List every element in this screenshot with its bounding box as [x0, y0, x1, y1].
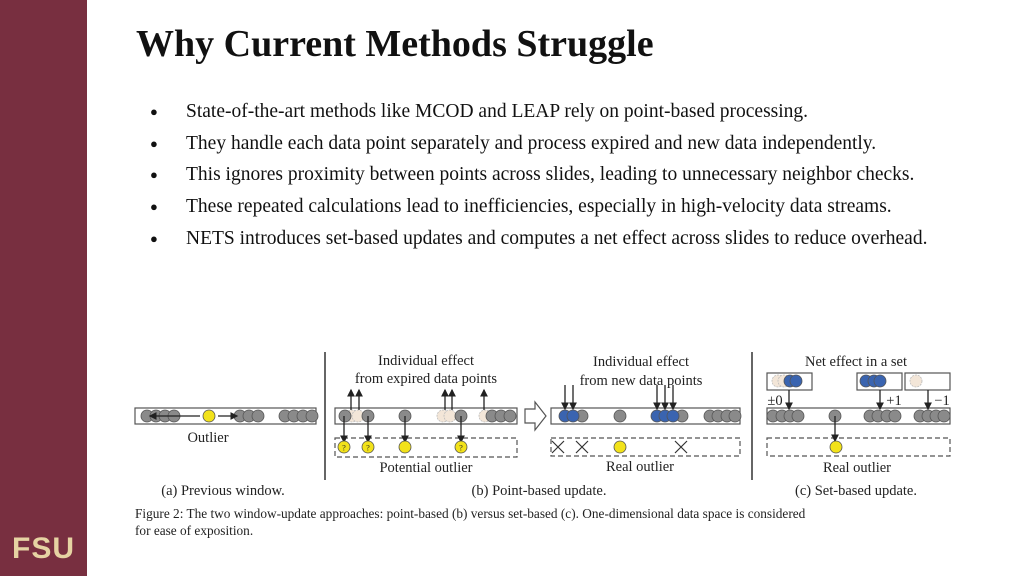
- question-mark: ?: [366, 443, 370, 453]
- point-gray: [614, 410, 626, 422]
- caption-c: (c) Set-based update.: [795, 483, 917, 499]
- b-header-2: from expired data points: [354, 371, 498, 387]
- d-header: Net effect in a set: [805, 354, 907, 370]
- bullet-item: ● This ignores proximity between points across slides, leading to unnecessary neighbor checks.: [150, 159, 1020, 191]
- point-gray: [938, 410, 950, 422]
- removed-x-icon: [675, 441, 687, 453]
- real-outlier-label-set: Real outlier: [822, 460, 892, 476]
- point-blue: [874, 375, 886, 387]
- point-faded: [910, 375, 922, 387]
- net-minus-label: −1: [934, 393, 950, 409]
- point-blue: [567, 410, 579, 422]
- candidate-box: [551, 438, 740, 456]
- fsu-logo: FSU: [12, 532, 75, 565]
- c-header-1: Individual effect: [593, 354, 689, 370]
- bullet-item: ● State-of-the-art methods like MCOD and LEAP rely on point-based processing.: [150, 96, 1020, 128]
- point-gray: [889, 410, 901, 422]
- point-blue: [790, 375, 802, 387]
- figure-caption-line-2: for ease of exposition.: [135, 523, 254, 538]
- caption-a: (a) Previous window.: [161, 483, 285, 499]
- transition-arrow-icon: [525, 402, 546, 430]
- point-gray: [252, 410, 264, 422]
- bullet-item: ● NETS introduces set-based updates and computes a net effect across slides to reduce overhead.: [150, 223, 1020, 255]
- outlier-label: Outlier: [187, 430, 229, 446]
- candidate-box: [767, 438, 950, 456]
- removed-x-icon: [576, 441, 588, 453]
- real-outlier-point: [830, 441, 842, 453]
- point-blue: [667, 410, 679, 422]
- bullet-item: ● They handle each data point separately and process expired and new data independently.: [150, 128, 1020, 160]
- removed-x-icon: [552, 441, 564, 453]
- question-mark: ?: [342, 443, 346, 453]
- point-gray: [504, 410, 516, 422]
- real-outlier-label: Real outlier: [605, 459, 675, 475]
- potential-outlier-point: [399, 441, 411, 453]
- point-gray: [729, 410, 741, 422]
- slide-title: Why Current Methods Struggle: [136, 23, 654, 65]
- b-header-1: Individual effect: [378, 353, 474, 369]
- point-gray: [306, 410, 318, 422]
- c-header-2: from new data points: [579, 373, 703, 389]
- figure-caption-line-1: Figure 2: The two window-update approaches: point-based (b) versus set-based (c). One-dimensional data space is considered: [135, 506, 806, 521]
- bullet-item: ● These repeated calculations lead to inefficiencies, especially in high-velocity data streams.: [150, 191, 1020, 223]
- point-faded: [444, 410, 456, 422]
- question-mark: ?: [459, 443, 463, 453]
- outlier-point: [203, 410, 215, 422]
- caption-b: (b) Point-based update.: [471, 483, 607, 499]
- net-plus-label: +1: [886, 393, 902, 409]
- point-gray: [792, 410, 804, 422]
- net-zero-label: ±0: [767, 393, 783, 409]
- real-outlier-point: [614, 441, 626, 453]
- potential-outlier-label: Potential outlier: [379, 460, 473, 476]
- point-gray: [339, 410, 351, 422]
